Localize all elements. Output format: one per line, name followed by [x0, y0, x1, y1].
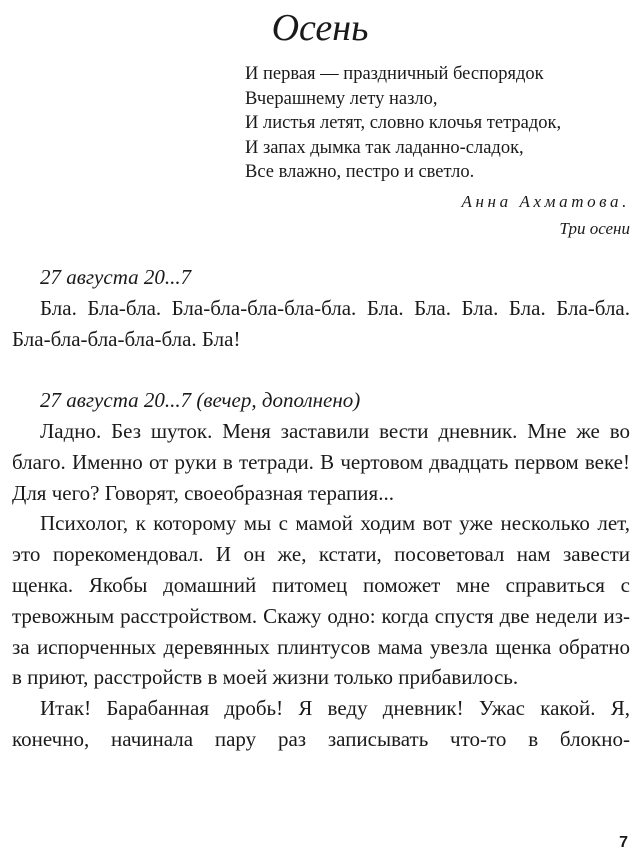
- epigraph-line: И листья летят, словно клочья тетрадок,: [245, 113, 562, 134]
- entry-paragraph: Бла. Бла-бла. Бла-бла-бла-бла-бла. Бла. Бла. Бла. Бла. Бла-бла. Бла-бла-бла-бла-бла. Бла!: [12, 295, 630, 351]
- entry-paragraph: Ладно. Без шуток. Меня заставили вести дневник. Мне же во благо. Именно от руки в тетради. В чертовом двадцать первом веке! Для чего? Говорят, своеобразная терапия...: [12, 418, 630, 505]
- epigraph-line: Вчерашнему лету назло,: [245, 88, 438, 109]
- entry-date: 27 августа 20...7 (вечер, дополнено): [40, 388, 361, 413]
- page-number: 7: [619, 834, 628, 851]
- entry-paragraph: Психолог, к которому мы с мамой ходим вот уже несколько лет, это порекомендовал. И он же, кстати, посоветовал нам завести щенка. Якобы домашний питомец поможет мне справиться с тревожным расстройством. Скажу одно: когда спустя две недели из-за испорченных деревянных плинтусов мама увезла щенка обратно в приют, расстройств в моей жизни только прибавилось.: [12, 511, 630, 690]
- entry-date: 27 августа 20...7: [40, 265, 192, 289]
- entry-spacer: [12, 354, 630, 385]
- epigraph-line: Все влажно, пестро и светло.: [245, 162, 475, 183]
- diary-body: [12, 262, 630, 755]
- epigraph: [245, 62, 630, 185]
- epigraph-author: Анна Ахматова.: [461, 192, 630, 211]
- epigraph-line: И первая — праздничный беспорядок: [245, 64, 544, 84]
- epigraph-source: Три осени: [559, 219, 630, 238]
- epigraph-line: И запах дымка так ладанно-сладок,: [245, 137, 524, 158]
- entry-paragraph: Итак! Барабанная дробь! Я веду дневник! Ужас какой. Я, конечно, начинала пару раз записывать что-то в блокно-: [12, 696, 630, 751]
- chapter-title: Осень: [271, 7, 369, 49]
